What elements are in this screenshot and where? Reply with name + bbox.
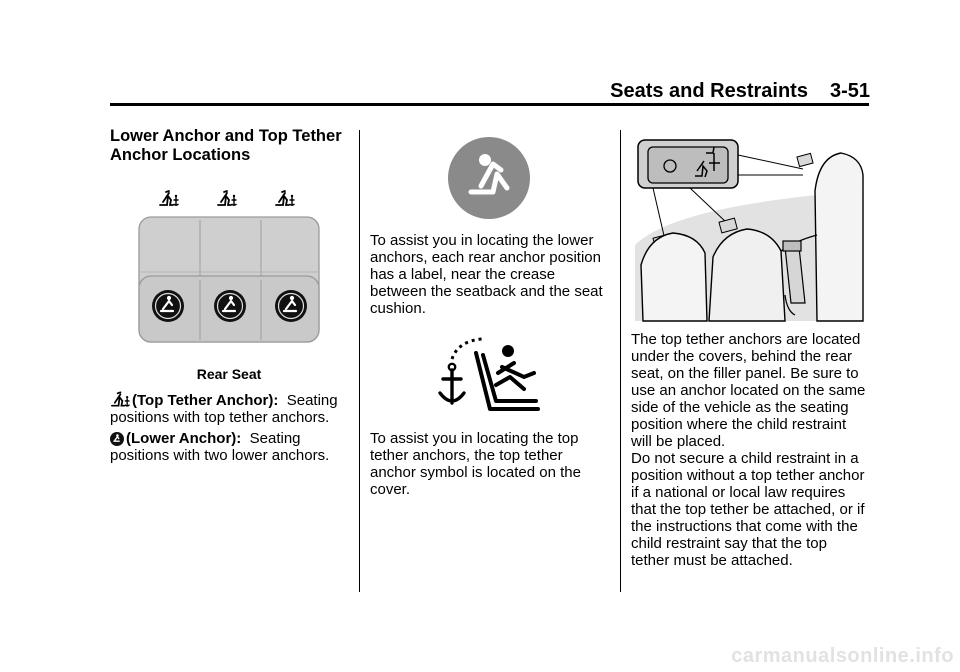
rear-shelf-tether-illustration <box>635 135 863 321</box>
lower-anchor-icon <box>214 290 246 322</box>
lower-anchor-icon <box>152 290 184 322</box>
column-divider-2 <box>620 130 621 592</box>
rear-seat-illustration <box>136 190 322 346</box>
page-number: 3-51 <box>829 80 870 102</box>
lower-anchor-label-symbol <box>447 136 531 220</box>
top-tether-cover-symbol <box>438 337 542 413</box>
lower-anchor-definition <box>110 430 348 464</box>
top-tether-definition <box>110 391 348 426</box>
top-tether-icon <box>160 191 179 205</box>
tether-cover-icon <box>797 153 813 166</box>
lower-anchor-symbol-icon <box>110 432 124 446</box>
figure-caption: Rear Seat <box>196 366 262 382</box>
header-rule <box>110 103 869 106</box>
term-description: Seating positions with two lower anchors. <box>110 430 330 464</box>
lower-anchor-icon <box>275 290 307 322</box>
section-title: Seats and Restraints <box>610 80 808 102</box>
top-tether-icon <box>276 191 295 205</box>
term-label: (Lower Anchor): <box>126 430 242 447</box>
running-header <box>610 80 870 103</box>
term-label: (Top Tether Anchor): <box>132 392 279 409</box>
watermark: carmanualsonline.info <box>731 645 954 667</box>
top-tether-paragraph: To assist you in locating the top tether anchors, the top tether anchor symbol is located on the cover. <box>370 430 581 498</box>
top-tether-symbol-icon <box>110 391 130 408</box>
column-divider-1 <box>359 130 360 592</box>
section-heading: Lower Anchor and Top Tether Anchor Locations <box>110 127 342 164</box>
warning-paragraph: Do not secure a child restraint in a position without a top tether anchor if a national or local law requires that the top tether be attached, or if the instructions that come with the child restraint say that the top tether must be attached. <box>631 450 865 569</box>
top-tether-icon <box>218 191 237 205</box>
term-description: Seating positions with top tether anchors. <box>110 392 338 426</box>
anchor-location-paragraph: The top tether anchors are located under the covers, behind the rear seat, on the filler panel. Be sure to use an anchor located on the same side of the vehicle as the seating position where the child restraint will be placed. <box>631 331 866 450</box>
lower-anchor-paragraph: To assist you in locating the lower anchors, each rear anchor position has a label, near the crease between the seatback and the seat cushion. <box>370 232 603 317</box>
